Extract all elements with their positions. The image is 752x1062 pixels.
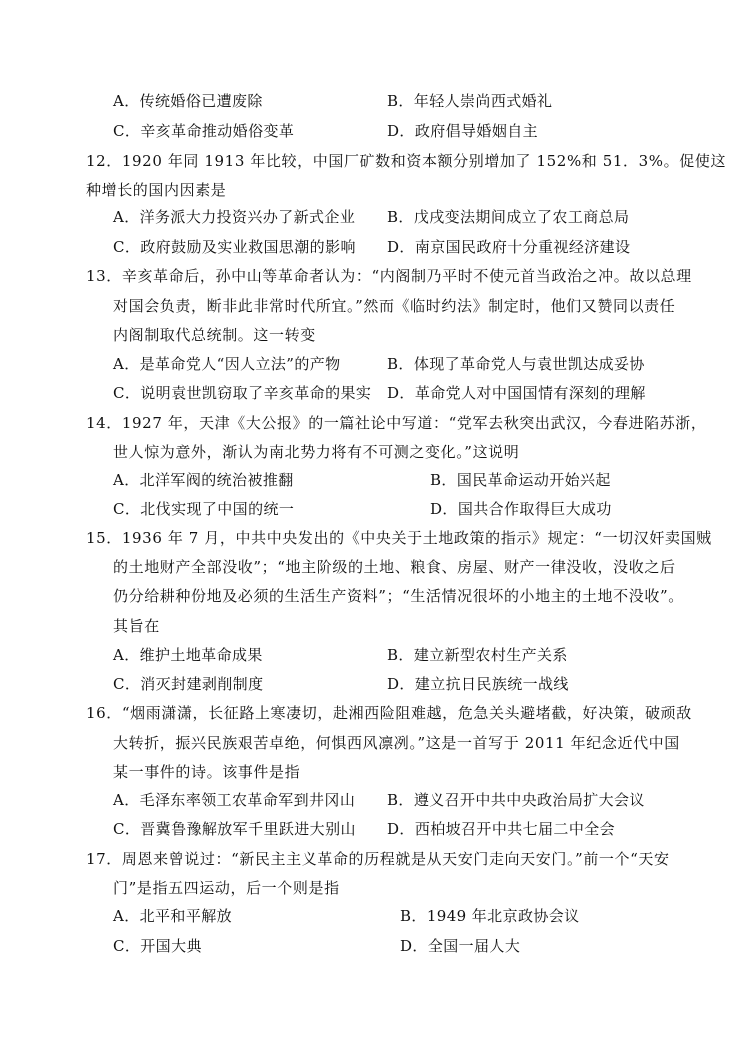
q12-option-a: A．洋务派大力投资兴办了新式企业 xyxy=(113,208,356,226)
q12-option-d: D．南京国民政府十分重视经济建设 xyxy=(387,238,631,256)
q12-option-c: C．政府鼓励及实业救国思潮的影响 xyxy=(113,238,356,256)
q14-stem-line: 14．1927 年，天津《大公报》的一篇社论中写道：“党军去秋突出武汉，今春进陷苏浙， xyxy=(86,414,707,432)
q13-option-d: D．革命党人对中国国情有深刻的理解 xyxy=(387,384,646,402)
q16-option-b: B．遵义召开中共中央政治局扩大会议 xyxy=(387,791,645,809)
q12-stem-line: 12．1920 年同 1913 年比较，中国厂矿数和资本额分别增加了 152%和 51．3%。促使这 xyxy=(86,152,727,170)
q13-option-a: A．是革命党人“因人立法”的产物 xyxy=(113,355,341,373)
q17-option-a: A．北平和平解放 xyxy=(113,907,233,925)
q11-option-a: A．传统婚俗已遭废除 xyxy=(113,92,263,110)
q13-stem-line: 内阁制取代总统制。这一转变 xyxy=(113,326,316,344)
q13-option-b: B．体现了革命党人与袁世凯达成妥协 xyxy=(387,355,645,373)
q14-option-b: B．国民革命运动开始兴起 xyxy=(430,471,611,489)
q14-stem-line: 世人惊为意外，渐认为南北势力将有不可测之变化。”这说明 xyxy=(113,443,520,461)
q16-stem-line: 某一事件的诗。该事件是指 xyxy=(113,763,301,781)
q16-option-a: A．毛泽东率领工农革命军到井冈山 xyxy=(113,791,356,809)
q16-stem-line: 大转折，振兴民族艰苦卓绝，何惧西风凛冽。”这是一首写于 2011 年纪念近代中国 xyxy=(113,734,680,752)
q12-stem-line: 种增长的国内因素是 xyxy=(86,181,227,199)
q14-option-a: A．北洋军阀的统治被推翻 xyxy=(113,471,294,489)
q16-option-c: C．晋冀鲁豫解放军千里跃进大别山 xyxy=(113,820,356,838)
q17-stem-line: 门”是指五四运动，后一个则是指 xyxy=(113,879,340,897)
q15-stem-line: 其旨在 xyxy=(113,617,160,635)
q15-stem-line: 仍分给耕种份地及必须的生活生产资料”；“生活情况很坏的小地主的土地不没收”。 xyxy=(113,587,684,605)
q17-stem-line: 17．周恩来曾说过：“新民主主义革命的历程就是从天安门走向天安门。”前一个“天安 xyxy=(86,850,670,868)
q17-option-c: C．开国大典 xyxy=(113,937,202,955)
q16-stem-line: 16．“烟雨潇潇，长征路上寒凄切，赴湘西险阻难越，危急关头避堵截，好决策，破顽敌 xyxy=(86,704,692,722)
q15-option-b: B．建立新型农村生产关系 xyxy=(387,646,568,664)
q17-option-b: B．1949 年北京政协会议 xyxy=(400,907,580,925)
q15-stem-line: 15．1936 年 7 月，中共中央发出的《中央关于土地政策的指示》规定：“一切汉奸卖国贼 xyxy=(86,529,712,547)
q14-option-c: C．北伐实现了中国的统一 xyxy=(113,500,295,518)
q13-stem-line: 对国会负责，断非此非常时代所宜。”然而《临时约法》制定时，他们又赞同以责任 xyxy=(113,297,676,315)
q15-option-c: C．消灭封建剥削制度 xyxy=(113,675,264,693)
q11-option-c: C．辛亥革命推动婚俗变革 xyxy=(113,122,295,140)
q16-option-d: D．西柏坡召开中共七届二中全会 xyxy=(387,820,616,838)
q14-option-d: D．国共合作取得巨大成功 xyxy=(430,500,612,518)
q15-option-a: A．维护土地革命成果 xyxy=(113,646,263,664)
q12-option-b: B．戊戌变法期间成立了农工商总局 xyxy=(387,208,630,226)
q13-option-c: C．说明袁世凯窃取了辛亥革命的果实 xyxy=(113,384,372,402)
q15-stem-line: 的土地财产全部没收”；“地主阶级的土地、粮食、房屋、财产一律没收，没收之后 xyxy=(113,558,676,576)
q11-option-d: D．政府倡导婚姻自主 xyxy=(387,122,539,140)
q17-option-d: D．全国一届人大 xyxy=(400,937,521,955)
q11-option-b: B．年轻人崇尚西式婚礼 xyxy=(387,92,553,110)
q13-stem-line: 13．辛亥革命后，孙中山等革命者认为：“内阁制乃平时不使元首当政治之冲。故以总理 xyxy=(86,267,692,285)
q15-option-d: D．建立抗日民族统一战线 xyxy=(387,675,569,693)
